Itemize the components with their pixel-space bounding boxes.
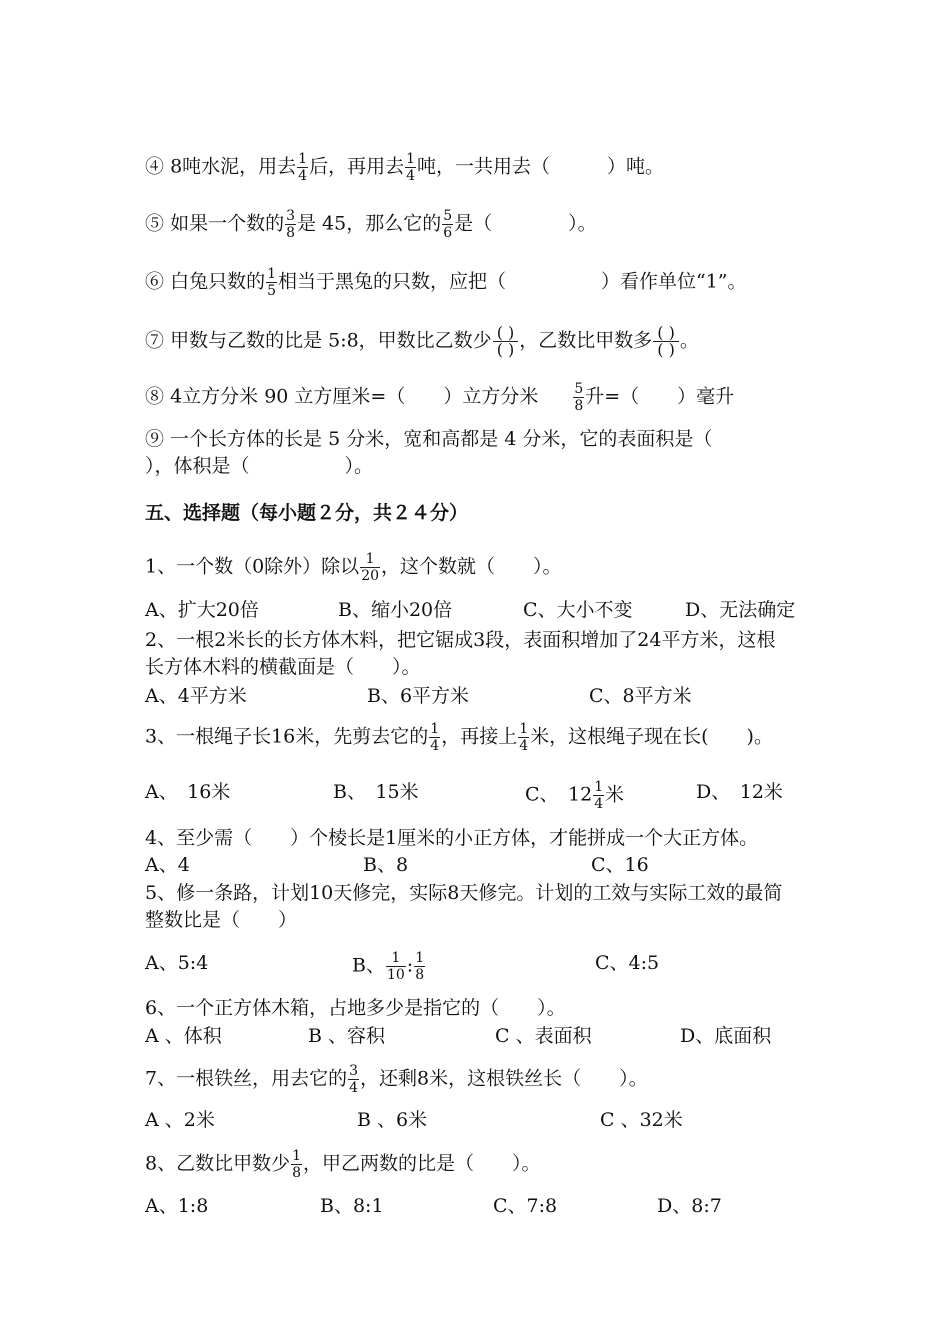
question-number: ⑨ [145, 428, 165, 450]
blank-fraction: $\frac{( )}{( )}$ [493, 325, 519, 358]
fraction: $\frac{1}{10}$ [386, 950, 405, 983]
option-c[interactable]: C、 12 $\frac{1}{4}$ 米 [525, 779, 625, 812]
question-text: ，这个数就（ ）。 [381, 555, 562, 578]
question-text: ，还剩8米，这根铁丝长（ ）。 [360, 1067, 648, 1090]
option-d[interactable]: D、8:7 [657, 1195, 722, 1217]
option-c[interactable]: C、7:8 [493, 1195, 558, 1217]
question-text: 米，这根绳子现在长( )。 [530, 725, 773, 748]
question-9 [145, 426, 712, 452]
option-a[interactable]: A 、2米 [145, 1109, 215, 1131]
question-4 [145, 151, 664, 184]
fraction: $\frac{5}{8}$ [574, 381, 584, 414]
choice-question-2: 2、一根2米长的长方体木料，把它锯成3段，表面积增加了24平方米，这根 [145, 629, 776, 651]
option-c[interactable]: C 、32米 [600, 1109, 683, 1131]
question-text: 吨，一共用去（ ）吨。 [417, 155, 665, 178]
question-number: ⑥ [145, 270, 165, 293]
fraction: $\frac{1}{5}$ [267, 266, 276, 299]
option-c[interactable]: C、16 [591, 854, 649, 876]
fraction: $\frac{1}{8}$ [292, 1148, 302, 1181]
question-text: 3、一根绳子长16米，先剪去它的 [145, 725, 429, 748]
option-b[interactable]: B、缩小20倍 [338, 599, 453, 621]
choice-question-1 [145, 551, 562, 584]
choice-question-5-cont: 整数比是（ ） [145, 909, 298, 931]
question-text: 1、一个数（0除外）除以 [145, 555, 360, 578]
option-b[interactable]: B、8 [363, 854, 409, 876]
fraction: $\frac{1}{4}$ [298, 151, 308, 184]
question-text: 升=（ ）毫升 [585, 385, 735, 408]
question-number: ④ [145, 155, 165, 178]
question-number: ⑤ [145, 212, 165, 235]
question-9-cont: ），体积是（ ）。 [145, 455, 374, 477]
question-text: 相当于黑兔的只数，应把（ ）看作单位“1”。 [278, 270, 747, 293]
options-row [145, 597, 865, 623]
option-d[interactable]: D、底面积 [680, 1025, 772, 1047]
fraction: $\frac{3}{8}$ [286, 208, 295, 241]
question-text: 4立方分米 90 立方厘米=（ ）立方分米 [170, 385, 539, 408]
option-a[interactable]: A、4平方米 [145, 685, 247, 707]
question-text: 是 45，那么它的 [297, 212, 442, 235]
fraction: $\frac{3}{4}$ [349, 1063, 359, 1096]
question-text: 8吨水泥，用去 [170, 155, 297, 178]
question-6 [145, 266, 747, 299]
choice-question-8 [145, 1148, 541, 1181]
option-c[interactable]: C 、表面积 [495, 1025, 592, 1047]
question-text: 7、一根铁丝，用去它的 [145, 1067, 348, 1090]
question-text: ，再接上 [441, 725, 518, 748]
option-a[interactable]: A、1:8 [145, 1195, 209, 1217]
option-d[interactable]: D、无法确定 [685, 599, 796, 621]
options-row [145, 683, 865, 709]
options-row [145, 779, 865, 812]
question-text: 一个长方体的长是 5 分米，宽和高都是 4 分米，它的表面积是（ [164, 428, 713, 450]
fraction: $\frac{1}{4}$ [519, 721, 529, 754]
option-c[interactable]: C、8平方米 [589, 685, 692, 707]
choice-question-6: 6、一个正方体木箱，占地多少是指它的（ ）。 [145, 997, 566, 1019]
option-a[interactable]: A、 16米 [145, 781, 231, 803]
question-8 [145, 381, 734, 414]
option-b[interactable]: B 、容积 [308, 1025, 386, 1047]
option-b[interactable]: B、6平方米 [367, 685, 470, 707]
option-a[interactable]: A 、体积 [145, 1025, 222, 1047]
choice-question-4: 4、至少需（ ）个棱长是1厘米的小正方体，才能拼成一个大正方体。 [145, 827, 759, 849]
question-text: ，甲乙两数的比是（ ）。 [303, 1152, 541, 1175]
question-number: ⑧ [145, 385, 165, 408]
section-title: 五、选择题（每小题２分，共２４分） [145, 502, 469, 524]
fraction: $\frac{5}{6}$ [443, 208, 453, 241]
option-d[interactable]: D、 12米 [696, 781, 783, 803]
options-row [145, 1107, 865, 1133]
options-row [145, 950, 865, 983]
options-row [145, 1023, 865, 1049]
question-5 [145, 208, 597, 241]
option-c[interactable]: C、4:5 [595, 952, 660, 974]
option-b[interactable]: B 、6米 [357, 1109, 428, 1131]
question-text: 白兔只数的 [170, 270, 266, 293]
question-text: 是（ ）。 [454, 212, 597, 235]
blank-fraction: $\frac{( )}{( )}$ [653, 325, 679, 358]
options-row [145, 1193, 865, 1219]
choice-question-5: 5、修一条路，计划10天修完，实际8天修完。计划的工效与实际工效的最简 [145, 882, 783, 904]
fraction: $\frac{1}{8}$ [415, 950, 425, 983]
question-text: 8、乙数比甲数少 [145, 1152, 291, 1175]
choice-question-2-cont: 长方体木料的横截面是（ ）。 [145, 656, 421, 678]
option-a[interactable]: A、4 [145, 854, 190, 876]
question-text: ，乙数比甲数多 [519, 329, 653, 352]
fraction: $\frac{1}{4}$ [406, 151, 416, 184]
option-a[interactable]: A、扩大20倍 [145, 599, 259, 621]
question-7 [145, 325, 699, 358]
fraction: $\frac{1}{4}$ [430, 721, 440, 754]
fraction: $\frac{1}{4}$ [594, 779, 604, 812]
question-text: 甲数与乙数的比是 5:8，甲数比乙数少 [170, 329, 492, 352]
question-text: 。 [679, 329, 699, 352]
question-text: 如果一个数的 [170, 212, 285, 235]
option-c[interactable]: C、大小不变 [523, 599, 633, 621]
option-b[interactable]: B、 15米 [333, 781, 419, 803]
options-row [145, 852, 865, 878]
option-a[interactable]: A、5:4 [145, 952, 209, 974]
question-text: 后，再用去 [309, 155, 405, 178]
choice-question-3 [145, 721, 773, 754]
fraction: $\frac{1}{20}$ [361, 551, 380, 584]
choice-question-7 [145, 1063, 648, 1096]
question-number: ⑦ [145, 329, 165, 352]
option-b[interactable]: B、8:1 [320, 1195, 384, 1217]
option-b[interactable]: B、 $\frac{1}{10}$ : $\frac{1}{8}$ [352, 950, 425, 983]
